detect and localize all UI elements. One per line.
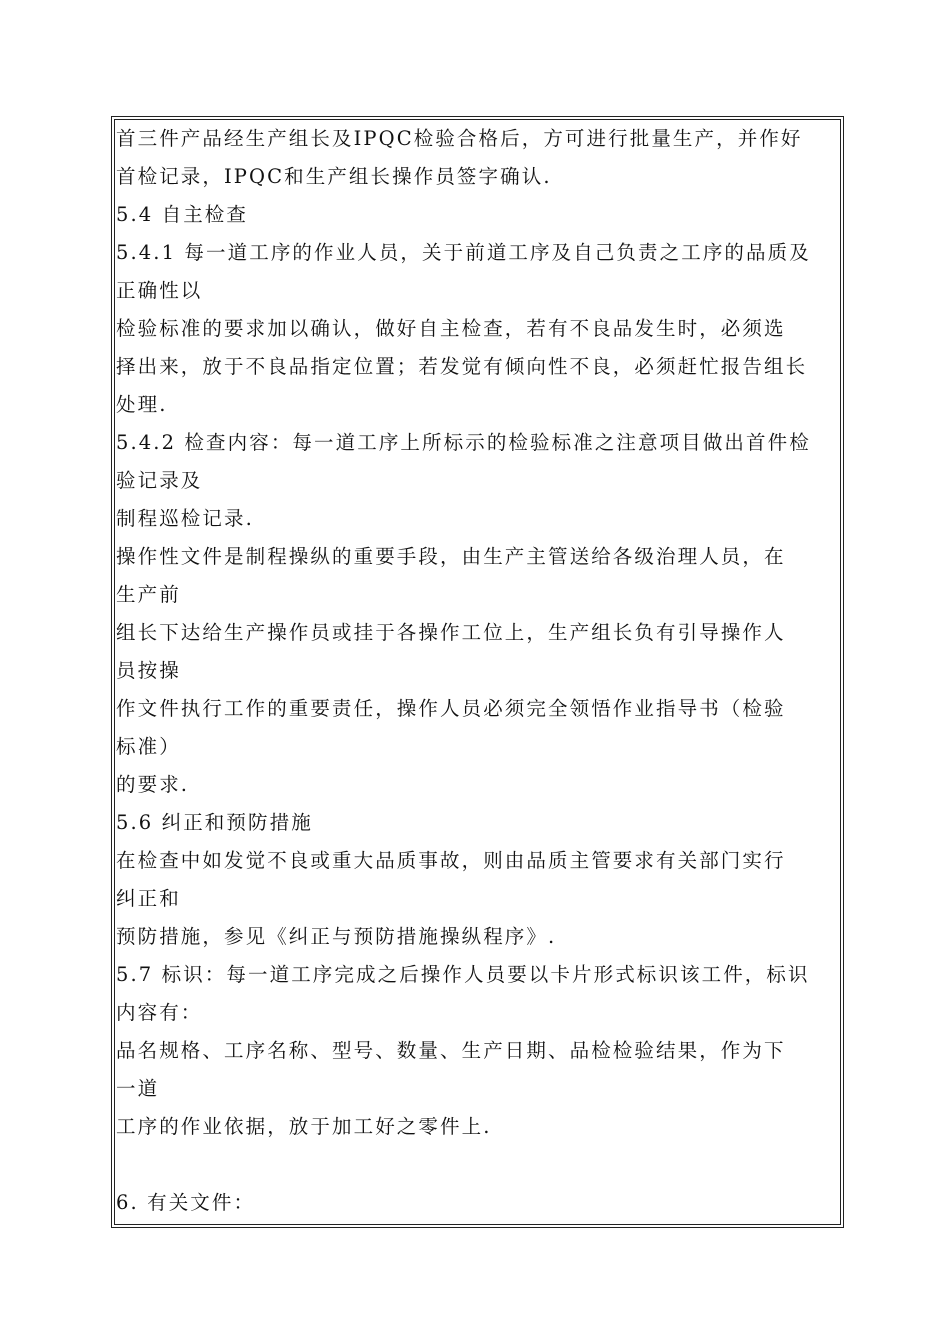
text-line: 首三件产品经生产组长及IPQC检验合格后，方可进行批量生产，并作好 <box>116 127 803 150</box>
text-line: 5.6 纠正和预防措施 <box>116 811 313 834</box>
text-line: 组长下达给生产操作员或挂于各操作工位上，生产组长负有引导操作人 <box>116 621 786 644</box>
text-line: 在检查中如发觉不良或重大品质事故，则由品质主管要求有关部门实行 <box>116 849 786 872</box>
text-line: 预防措施，参见《纠正与预防措施操纵程序》. <box>116 925 557 948</box>
text-line: 择出来，放于不良品指定位置；若发觉有倾向性不良，必须赶忙报告组长 <box>116 355 808 378</box>
text-line: 正确性以 <box>116 279 203 302</box>
text-line: 验记录及 <box>116 469 203 492</box>
text-line: 工序的作业依据，放于加工好之零件上. <box>116 1115 492 1138</box>
text-line: 首检记录，IPQC和生产组长操作员签字确认. <box>116 165 552 188</box>
text-line: 制程巡检记录. <box>116 507 254 530</box>
text-line: 处理. <box>116 393 168 416</box>
text-line: 作文件执行工作的重要责任，操作人员必须完全领悟作业指导书（检验 <box>116 697 786 720</box>
text-line: 5.4.2 检查内容：每一道工序上所标示的检验标准之注意项目做出首件检 <box>116 431 811 454</box>
text-line: 一道 <box>116 1077 160 1100</box>
text-line: 生产前 <box>116 583 181 606</box>
text-line: 员按操 <box>116 659 181 682</box>
text-line: 标准） <box>116 735 181 758</box>
text-line: 5.7 标识：每一道工序完成之后操作人员要以卡片形式标识该工件，标识 <box>116 963 810 986</box>
text-line: 纠正和 <box>116 887 181 910</box>
text-line: 操作性文件是制程操纵的重要手段，由生产主管送给各级治理人员，在 <box>116 545 786 568</box>
text-line: 5.4.1 每一道工序的作业人员，关于前道工序及自己负责之工序的品质及 <box>116 241 811 264</box>
text-line: 检验标准的要求加以确认，做好自主检查，若有不良品发生时，必须选 <box>116 317 786 340</box>
text-line: 6. 有关文件： <box>116 1191 256 1214</box>
text-line: 内容有： <box>116 1001 203 1024</box>
text-line: 的要求. <box>116 773 190 796</box>
text-line: 品名规格、工序名称、型号、数量、生产日期、品检检验结果，作为下 <box>116 1039 786 1062</box>
text-line: 5.4 自主检查 <box>116 203 249 226</box>
